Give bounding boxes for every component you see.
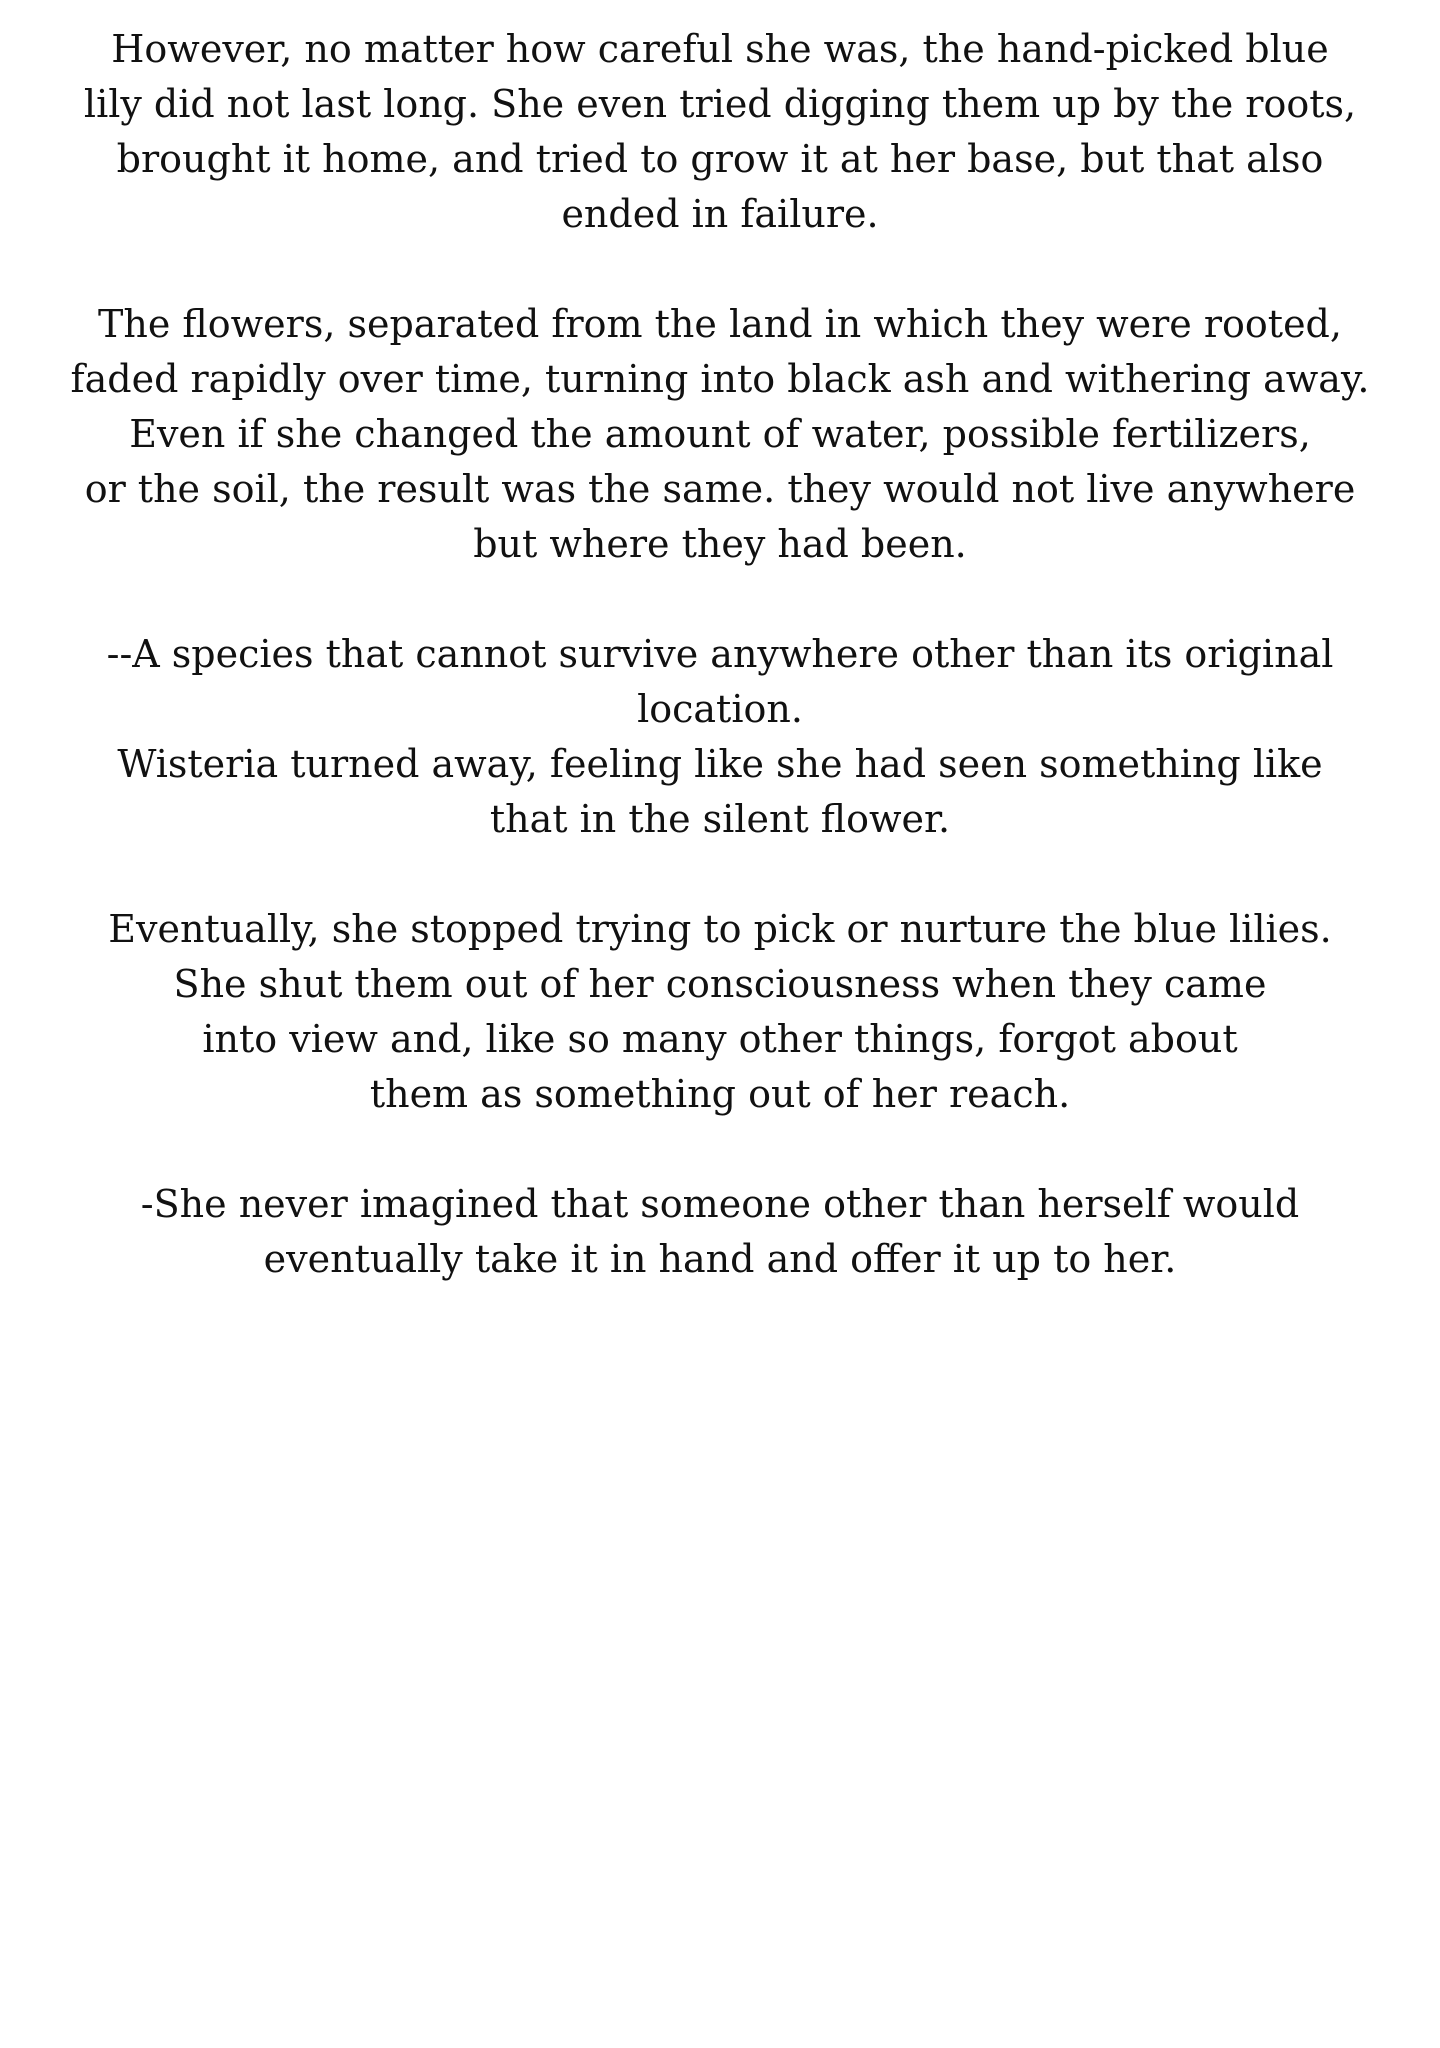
text-line: but where they had been.: [473, 522, 967, 566]
story-text: [0, 22, 1440, 1287]
text-line: or the soil, the result was the same. they would not live anywhere: [84, 467, 1356, 511]
text-line: Wisteria turned away, feeling like she had seen something like: [117, 742, 1323, 786]
text-line: them as something out of her reach.: [369, 1072, 1071, 1116]
paragraph-blue-lily-failure: [0, 22, 1440, 242]
text-line: Eventually, she stopped trying to pick or nurture the blue lilies.: [108, 907, 1332, 951]
text-line: lily did not last long. She even tried digging them up by the roots,: [83, 82, 1357, 126]
text-line: Even if she changed the amount of water, possible fertilizers,: [129, 412, 1311, 456]
paragraph-never-imagined: [0, 1177, 1440, 1287]
text-line: location.: [637, 687, 803, 731]
text-line: The flowers, separated from the land in which they were rooted,: [98, 302, 1342, 346]
text-line: ended in failure.: [561, 192, 879, 236]
text-line: into view and, like so many other things, forgot about: [202, 1017, 1238, 1061]
paragraph-gave-up: [0, 902, 1440, 1122]
text-line: However, no matter how careful she was, the hand-picked blue: [111, 27, 1329, 71]
text-line: brought it home, and tried to grow it at her base, but that also: [116, 137, 1324, 181]
text-line: that in the silent flower.: [489, 797, 951, 841]
text-line: --A species that cannot survive anywhere other than its original: [106, 632, 1334, 676]
paragraph-species: [0, 627, 1440, 847]
text-line: -She never imagined that someone other than herself would: [140, 1182, 1300, 1226]
text-line: She shut them out of her consciousness when they came: [173, 962, 1267, 1006]
paragraph-flowers-fading: [0, 297, 1440, 572]
text-line: eventually take it in hand and offer it up to her.: [263, 1237, 1177, 1281]
text-line: faded rapidly over time, turning into black ash and withering away.: [70, 357, 1370, 401]
